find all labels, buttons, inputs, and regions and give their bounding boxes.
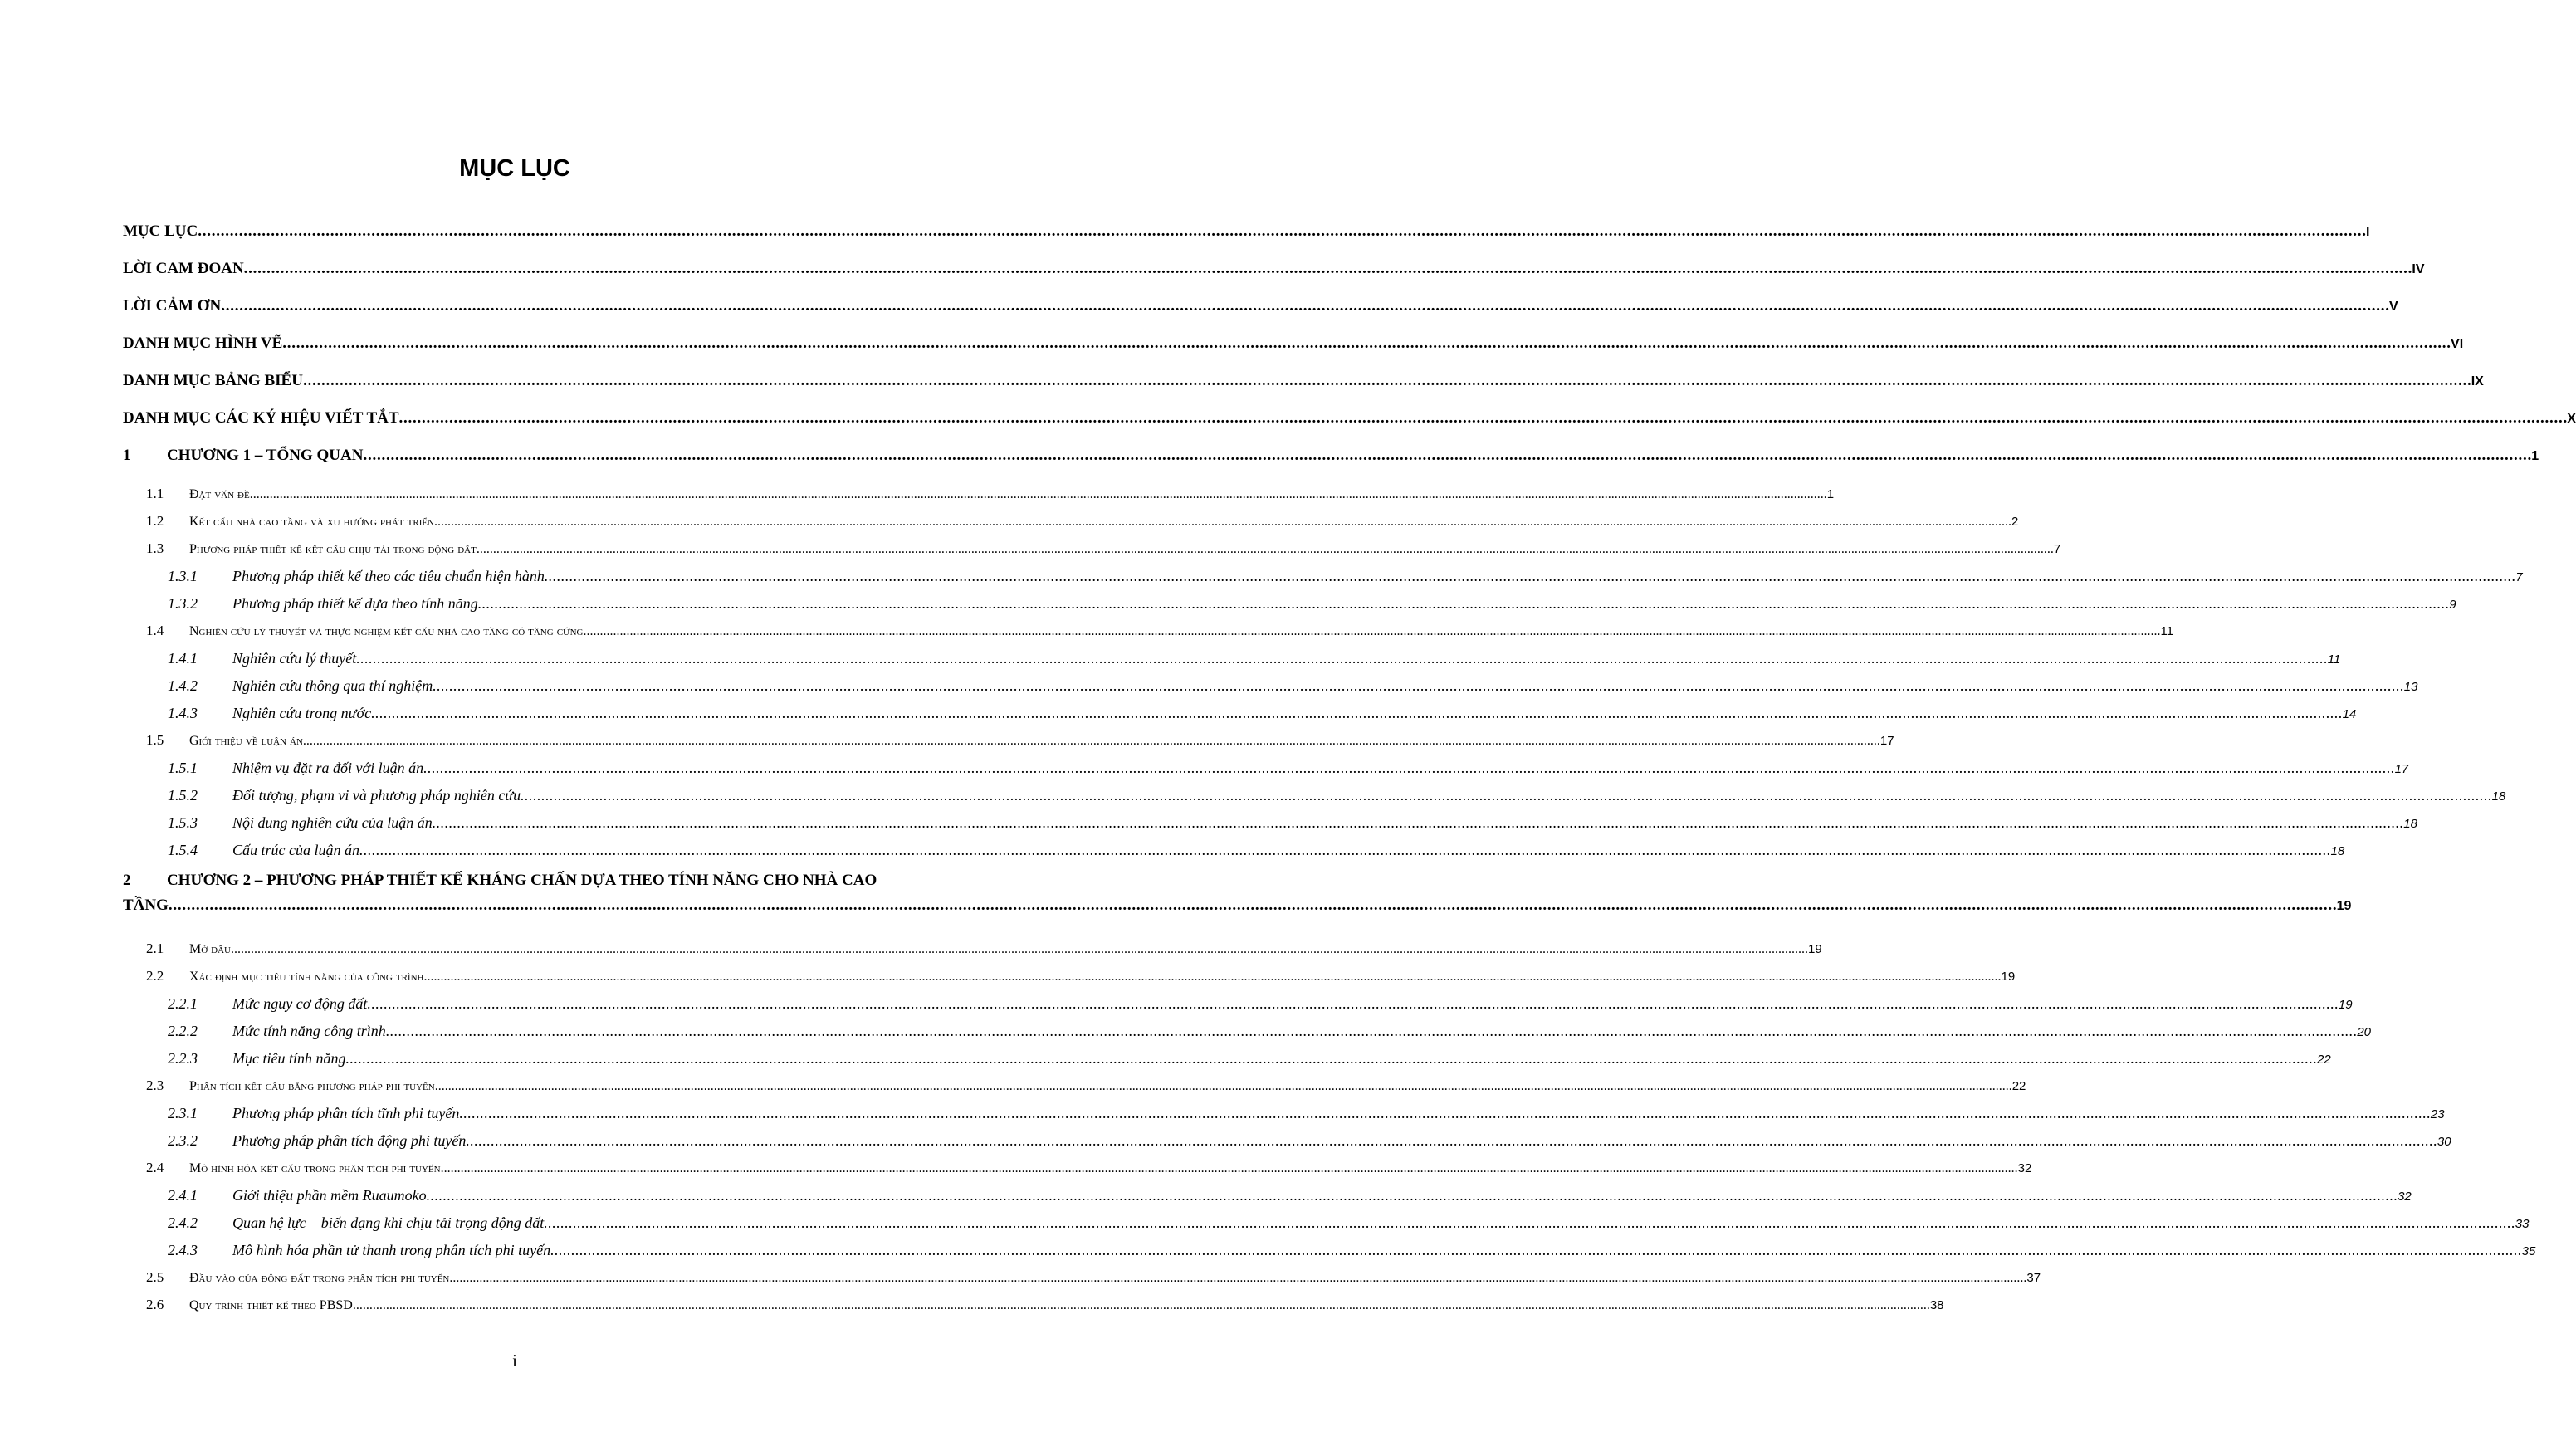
page-title: MỤC LỤC [459,155,570,182]
toc-entry-page: 14 [2342,707,2357,721]
toc-entry-text: Nghiên cứu lý thuyết [232,650,357,667]
toc-entry-2-3-1[interactable] [123,1105,2445,1130]
toc-leader [356,650,2326,667]
toc-entry-text: Nghiên cứu trong nước [232,705,372,721]
toc-entry-number: 2.4 [146,1160,164,1175]
toc-leader [399,409,2566,428]
toc-entry-number: 2.2 [146,968,164,984]
toc-entry-text: Phương pháp thiết kế kết cấu chịu tải trọng động đất [189,542,477,556]
toc-entry-text: TẦNG [123,897,169,914]
toc-entry-number: 2.2.2 [168,1023,198,1039]
toc-entry-page: 1 [2531,449,2539,463]
toc-entry-1-5-3[interactable] [123,814,2417,839]
toc-entry-front-0[interactable] [123,222,2370,247]
toc-entry-2-4[interactable] [123,1160,2032,1185]
toc-entry-page: IV [2412,262,2425,276]
toc-entry-number: 1.2 [146,513,164,529]
toc-entry-text: DANH MỤC CÁC KÝ HIỆU VIẾT TẮT [123,409,399,427]
toc-entry-text: CHƯƠNG 2 – PHƯƠNG PHÁP THIẾT KẾ KHÁNG CHẤN DỰA THEO TÍNH NĂNG CHO NHÀ CAO [167,872,877,889]
toc-entry-number: 1.5.4 [168,842,198,858]
toc-entry-text: Quy trình thiết kế theo PBSD [189,1298,353,1312]
toc-entry-1-4[interactable] [123,623,2174,647]
toc-leader [441,1161,2016,1176]
toc-entry-page: VI [2451,337,2464,351]
toc-entry-page: 20 [2357,1025,2371,1039]
toc-leader [545,568,2515,585]
toc-entry-page: I [2366,225,2370,239]
toc-entry-number: 1.5.3 [168,814,198,831]
toc-entry-number: 2.5 [146,1269,164,1285]
toc-entry-number: 1.4.3 [168,705,198,721]
toc-entry-text: Nội dung nghiên cứu của luận án [232,814,433,831]
toc-leader [435,1079,2011,1094]
toc-entry-page: IX [2471,374,2484,388]
toc-chapter-2-title[interactable] [123,872,978,897]
toc-leader [282,335,2449,353]
toc-entry-text: Mục tiêu tính năng [232,1050,346,1067]
toc-entry-text: Phương pháp phân tích tĩnh phi tuyến [232,1105,460,1121]
toc-leader [244,260,2411,278]
toc-entry-number: 1.1 [146,486,164,501]
toc-entry-text: Giới thiệu về luận án [189,734,303,748]
toc-entry-2-4-2[interactable] [123,1214,2530,1239]
toc-entry-number: 2.3 [146,1077,164,1093]
toc-entry-number: 2.3.2 [168,1132,198,1149]
toc-entry-2-6[interactable] [123,1297,1944,1322]
toc-leader [550,1242,2520,1259]
toc-entry-page: 19 [2001,970,2016,984]
toc-entry-number: 1.3.1 [168,568,198,584]
toc-entry-number: 2.4.1 [168,1187,198,1204]
toc-entry-number: 1.5.2 [168,787,198,804]
toc-leader [449,1271,2025,1286]
toc-leader [386,1023,2356,1040]
toc-entry-text: Quan hệ lực – biến dạng khi chịu tải trọng động đất [232,1214,545,1231]
toc-leader [353,1298,1928,1313]
toc-entry-2-2-1[interactable] [123,995,2353,1020]
toc-entry-page: 9 [2449,598,2456,612]
toc-entry-text: DANH MỤC HÌNH VẼ [123,335,283,352]
toc-entry-page: 7 [2053,542,2061,556]
toc-entry-page: 37 [2026,1271,2041,1285]
toc-entry-number: 1.4.2 [168,677,198,694]
toc-leader [478,595,2448,613]
toc-entry-page: 17 [1879,734,1894,748]
toc-entry-text: Nhiệm vụ đặt ra đối với luận án [232,760,424,776]
toc-entry-text: Mở đầu [189,942,232,956]
toc-leader [231,942,1806,957]
toc-entry-page: 19 [2338,998,2353,1012]
toc-entry-text: DANH MỤC BẢNG BIỂU [123,372,303,389]
toc-leader [359,842,2329,859]
toc-entry-page: 35 [2521,1244,2536,1258]
toc-entry-number: 1.5.1 [168,760,198,776]
toc-entry-number: 1.4 [146,623,164,638]
toc-entry-number: 2.1 [146,941,164,956]
toc-leader [221,297,2388,315]
toc-entry-text: Phân tích kết cấu bằng phương pháp phi tuyến [189,1079,435,1093]
toc-entry-text: MỤC LỤC [123,222,198,240]
toc-entry-page: 19 [1808,942,1822,956]
toc-leader [427,1187,2397,1204]
toc-entry-page: 23 [2430,1107,2445,1121]
toc-entry-front-1[interactable] [123,260,2425,285]
toc-entry-2-2[interactable] [123,968,2016,993]
toc-entry-text: Mức nguy cơ động đất [232,995,368,1012]
toc-entry-number: 2.2.3 [168,1050,198,1067]
toc-leader [459,1105,2429,1122]
toc-entry-text: Mô hình hóa phần tử thanh trong phân tích phi tuyến [232,1242,551,1258]
toc-entry-page: 30 [2437,1135,2451,1149]
toc-entry-front-5[interactable] [123,409,2576,434]
toc-entry-number: 1.3.2 [168,595,198,612]
page-number: i [512,1351,517,1370]
toc-leader [250,487,1826,502]
toc-entry-text: Phương pháp thiết kế dựa theo tính năng [232,595,478,612]
toc-leader [466,1132,2436,1150]
toc-entry-1-1[interactable] [123,486,1835,511]
toc-leader [303,372,2470,390]
toc-entry-1-2[interactable] [123,513,2019,538]
toc-entry-text: Xác định mục tiêu tính năng của công trình [189,970,424,984]
toc-entry-page: 22 [2316,1053,2331,1067]
toc-entry-page: 7 [2515,570,2523,584]
toc-entry-page: 18 [2330,844,2345,858]
toc-entry-number: 1 [123,447,131,464]
toc-leader [367,995,2337,1013]
toc-entry-page: X [2567,412,2576,426]
toc-entry-text: Mô hình hóa kết cấu trong phân tích phi tuyến [189,1161,441,1175]
toc-leader [423,970,1999,985]
toc-leader [583,624,2158,639]
toc-leader [423,760,2393,777]
toc-entry-page: 11 [2160,624,2174,638]
toc-entry-1[interactable] [123,447,2539,471]
toc-entry-1-4-1[interactable] [123,650,2341,675]
toc-entry-1-5-4[interactable] [123,842,2345,867]
toc-entry-page: 18 [2403,817,2417,831]
toc-entry-page: 32 [2017,1161,2032,1175]
toc-leader [345,1050,2315,1068]
toc-leader [169,897,2335,915]
toc-entry-front-3[interactable] [123,335,2464,359]
toc-entry-number: 2.4.3 [168,1242,198,1258]
toc-entry-page: 22 [2011,1079,2026,1093]
toc-leader [433,677,2402,695]
toc-entry-text: LỜI CAM ĐOAN [123,260,244,277]
toc-entry-page: 38 [1929,1298,1944,1312]
toc-entry-text: Đặt vấn đề [189,487,250,501]
toc-entry-1-3-1[interactable] [123,568,2523,593]
toc-entry-2-1[interactable] [123,941,1822,965]
toc-entry-text: Giới thiệu phần mềm Ruaumoko [232,1187,427,1204]
toc-leader [303,734,1879,749]
toc-leader [371,705,2341,722]
toc-entry-text: Cấu trúc của luận án [232,842,359,858]
toc-entry-page: 18 [2491,789,2506,804]
toc-entry-front-2[interactable] [123,297,2398,322]
toc-chapter-2-title-cont[interactable] [123,897,2352,921]
toc-entry-1-3[interactable] [123,540,2061,565]
toc-entry-number: 2.4.2 [168,1214,198,1231]
toc-leader [198,222,2364,241]
toc-leader [433,814,2402,832]
toc-entry-page: 32 [2398,1190,2412,1204]
toc-entry-1-4-2[interactable] [123,677,2418,702]
toc-entry-2-4-3[interactable] [123,1242,2536,1267]
toc-entry-text: Phương pháp thiết kế theo các tiêu chuẩn hiện hành [232,568,545,584]
toc-entry-1-5-2[interactable] [123,787,2506,812]
toc-entry-1-4-3[interactable] [123,705,2357,730]
toc-entry-2-4-1[interactable] [123,1187,2412,1212]
toc-entry-number: 2.2.1 [168,995,198,1012]
toc-entry-2-5[interactable] [123,1269,2041,1294]
toc-entry-front-4[interactable] [123,372,2484,397]
toc-entry-text: CHƯƠNG 1 – TỔNG QUAN [167,447,364,464]
toc-entry-number: 1.4.1 [168,650,198,667]
toc-entry-text: Mức tính năng công trình [232,1023,386,1039]
toc-entry-1-5-1[interactable] [123,760,2409,784]
toc-leader [363,447,2530,465]
toc-entry-page: 13 [2403,680,2418,694]
toc-entry-2-3[interactable] [123,1077,2026,1102]
toc-leader [434,515,2010,530]
toc-entry-number: 2 [123,872,131,889]
toc-entry-page: 2 [2011,515,2019,529]
toc-entry-text: Kết cấu nhà cao tầng và xu hướng phát triển [189,515,435,529]
toc-entry-1-5[interactable] [123,732,1894,757]
toc-entry-number: 2.3.1 [168,1105,198,1121]
toc-entry-page: 1 [1826,487,1835,501]
toc-entry-2-3-2[interactable] [123,1132,2451,1157]
toc-entry-1-3-2[interactable] [123,595,2456,620]
toc-entry-page: V [2388,300,2398,314]
toc-entry-page: 11 [2327,652,2341,667]
toc-entry-2-2-2[interactable] [123,1023,2371,1048]
toc-entry-number: 2.6 [146,1297,164,1312]
toc-entry-number: 1.3 [146,540,164,556]
toc-entry-2-2-3[interactable] [123,1050,2331,1075]
toc-entry-page: 17 [2394,762,2409,776]
toc-entry-text: Đầu vào của động đất trong phân tích phi tuyến [189,1271,450,1285]
toc-entry-text: LỜI CẢM ƠN [123,297,222,315]
toc-entry-text: Phương pháp phân tích động phi tuyến [232,1132,467,1149]
toc-entry-text: Nghiên cứu lý thuyết và thực nghiệm kết cấu nhà cao tầng có tầng cứng [189,624,584,638]
toc-leader [544,1214,2514,1232]
toc-entry-text: Đối tượng, phạm vi và phương pháp nghiên cứu [232,787,521,804]
toc-entry-page: 19 [2336,899,2352,913]
toc-entry-number: 1.5 [146,732,164,748]
toc-leader [477,542,2052,557]
toc-entry-text: Nghiên cứu thông qua thí nghiệm [232,677,433,694]
toc-leader [521,787,2490,804]
toc-entry-page: 33 [2515,1217,2530,1231]
